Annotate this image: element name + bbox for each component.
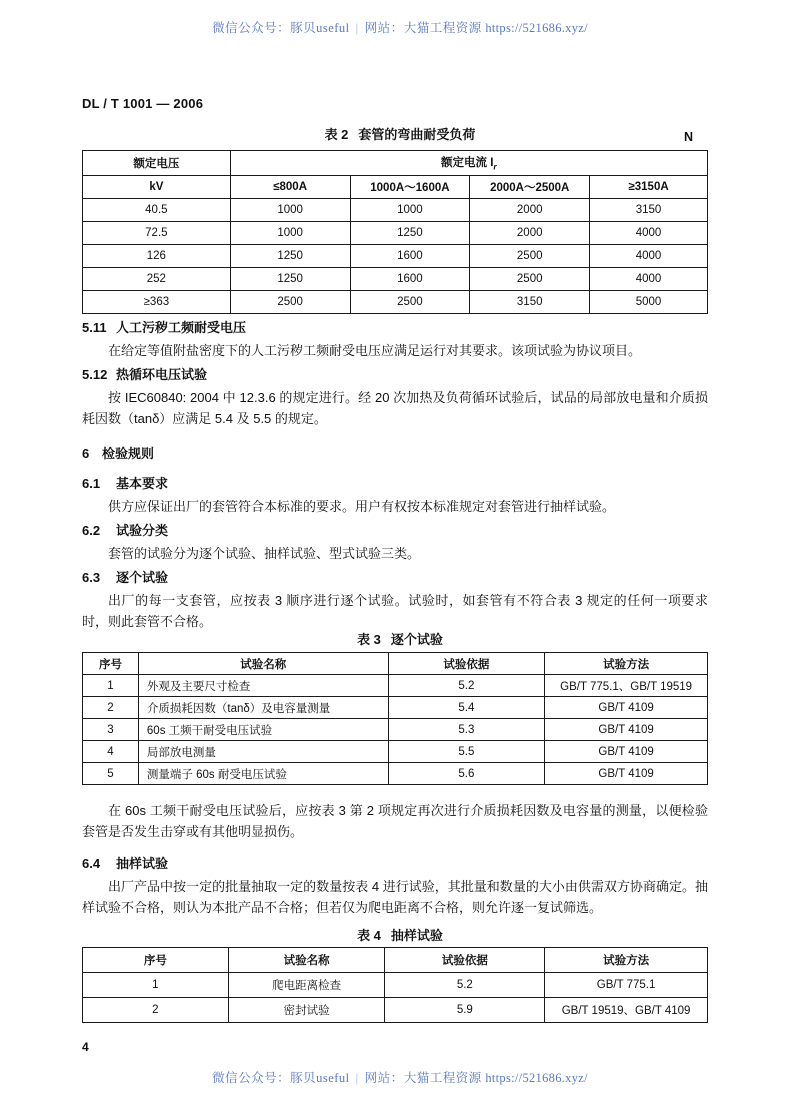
table2-cell: 4000: [590, 268, 708, 291]
table3-cell-basis: 5.5: [388, 741, 545, 763]
watermark-top: [0, 18, 800, 36]
section-title-6-3: 逐个试验: [116, 570, 169, 585]
watermark-wechat-value: 豚贝useful: [290, 1071, 350, 1085]
section-body-5-11: 在给定等值附盐密度下的人工污秽工频耐受电压应满足运行对其要求。该项试验为协议项目。: [108, 343, 642, 358]
table2-cell: 2500: [470, 245, 590, 268]
table2-caption: [0, 124, 800, 143]
table4-cell-basis: 5.2: [385, 973, 545, 998]
watermark-wechat-label: 微信公众号：: [212, 21, 291, 35]
table4-col-method: 试验方法: [545, 948, 708, 973]
watermark-separator: |: [355, 1071, 359, 1085]
table4-cell-method: GB/T 19519、GB/T 4109: [545, 998, 708, 1023]
section-heading-6-3: [82, 567, 168, 586]
table3-cell-basis: 5.4: [388, 697, 545, 719]
table2-voltage-title: 额定电压: [83, 151, 231, 176]
table-bending-load: [82, 150, 708, 314]
table2-cell: 2500: [470, 268, 590, 291]
table2-current-title-text: 额定电流 I: [441, 157, 494, 170]
table3-cell-method: GB/T 775.1、GB/T 19519: [545, 675, 708, 697]
table-row: [83, 222, 708, 245]
table4-col-no: 序号: [83, 948, 229, 973]
table4-cell-no: 2: [83, 998, 229, 1023]
table-row: [83, 697, 708, 719]
table3-cell-method: GB/T 4109: [545, 763, 708, 785]
table3-cell-name: 介质损耗因数（tanδ）及电容量测量: [138, 697, 388, 719]
table2-cell: 2500: [350, 291, 470, 314]
section-number-6-2: 6.2: [82, 523, 101, 538]
section-title-5-12: 热循环电压试验: [116, 367, 208, 382]
table2-cell: 1250: [230, 245, 350, 268]
table2-col-2: 1000A～1600A: [350, 176, 470, 199]
section-title-5-11: 人工污秽工频耐受电压: [116, 320, 247, 335]
section-heading-5-12: [82, 364, 207, 383]
table3-cell-no: 4: [83, 741, 139, 763]
watermark-site-value: 大猫工程资源: [403, 21, 482, 35]
table-row: [83, 245, 708, 268]
section-number-6-1: 6.1: [82, 476, 101, 491]
table3-caption-number: 表 3: [357, 632, 381, 647]
table2-cell: 2000: [470, 199, 590, 222]
table2-current-subscript: r: [493, 161, 497, 172]
table2-cell: 2000: [470, 222, 590, 245]
table-row: [83, 291, 708, 314]
table-row: [83, 973, 708, 998]
table3-cell-no: 1: [83, 675, 139, 697]
table2-cell: 2500: [230, 291, 350, 314]
table3-header-row: [83, 653, 708, 675]
section-number-5-11: 5.11: [82, 320, 107, 335]
section-title-6: 检验规则: [102, 446, 155, 461]
paragraph-after-table3: 在 60s 工频干耐受电压试验后，应按表 3 第 2 项规定再次进行介质损耗因数及电容量的测量，以便检验套管是否发生击穿或有其他明显损伤。: [82, 803, 708, 839]
table3-caption-title: 逐个试验: [390, 632, 443, 647]
watermark-wechat-label: 微信公众号：: [212, 1071, 291, 1085]
table4-col-name: 试验名称: [228, 948, 385, 973]
section-number-5-12: 5.12: [82, 367, 108, 382]
section-title-6-4: 抽样试验: [116, 856, 169, 871]
watermark-site-label: 网站：: [364, 1071, 404, 1085]
table2-voltage: 72.5: [83, 222, 231, 245]
section-heading-6-2: [82, 520, 168, 539]
table2-caption-title: 套管的弯曲耐受负荷: [358, 127, 476, 142]
section-title-6-1: 基本要求: [116, 476, 169, 491]
table2-cell: 1250: [350, 222, 470, 245]
watermark-url: https://521686.xyz/: [485, 1071, 588, 1085]
table2-cell: 1600: [350, 268, 470, 291]
watermark-url: https://521686.xyz/: [485, 21, 588, 35]
table2-voltage: 252: [83, 268, 231, 291]
table2-voltage: 126: [83, 245, 231, 268]
section-body-6-2: 套管的试验分为逐个试验、抽样试验、型式试验三类。: [108, 546, 421, 561]
table2-voltage: ≥363: [83, 291, 231, 314]
table2-voltage: 40.5: [83, 199, 231, 222]
table3-cell-basis: 5.2: [388, 675, 545, 697]
table-row: [83, 675, 708, 697]
table3-caption: [0, 629, 800, 648]
table2-col-3: 2000A～2500A: [470, 176, 590, 199]
table2-voltage-unit: kV: [83, 176, 231, 199]
section-body-6-4: 出厂产品中按一定的批量抽取一定的数量按表 4 进行试验，其批量和数量的大小由供需双方协商确定。抽样试验不合格，则认为本批产品不合格；但若仅为爬电距离不合格，则允许逐一复试筛选。: [82, 879, 708, 915]
table-row: [83, 719, 708, 741]
page-number: 4: [82, 1040, 89, 1054]
table4-cell-basis: 5.9: [385, 998, 545, 1023]
table2-cell: 5000: [590, 291, 708, 314]
table3-cell-basis: 5.6: [388, 763, 545, 785]
table4-caption-title: 抽样试验: [390, 928, 443, 943]
table4-cell-method: GB/T 775.1: [545, 973, 708, 998]
table3-cell-name: 测量端子 60s 耐受电压试验: [138, 763, 388, 785]
table-row: [83, 741, 708, 763]
table-row: [83, 998, 708, 1023]
table-row: [83, 763, 708, 785]
running-head: DL / T 1001 — 2006: [82, 96, 204, 111]
table2-unit-label: N: [684, 130, 694, 144]
table4-col-basis: 试验依据: [385, 948, 545, 973]
table2-col-1: ≤800A: [230, 176, 350, 199]
section-heading-6-4: [82, 853, 168, 872]
table3-col-name: 试验名称: [138, 653, 388, 675]
table3-cell-method: GB/T 4109: [545, 741, 708, 763]
section-title-6-2: 试验分类: [116, 523, 169, 538]
table3-col-method: 试验方法: [545, 653, 708, 675]
table-routine-tests: [82, 652, 708, 785]
table2-cell: 1000: [350, 199, 470, 222]
table2-cell: 1600: [350, 245, 470, 268]
table2-cell: 3150: [470, 291, 590, 314]
table4-cell-name: 密封试验: [228, 998, 385, 1023]
watermark-site-label: 网站：: [364, 21, 404, 35]
table-row: [83, 199, 708, 222]
table2-header-row-1: [83, 151, 708, 176]
section-number-6-4: 6.4: [82, 856, 101, 871]
table4-cell-name: 爬电距离检查: [228, 973, 385, 998]
watermark-bottom: [0, 1068, 800, 1086]
watermark-site-value: 大猫工程资源: [403, 1071, 482, 1085]
table3-cell-name: 局部放电测量: [138, 741, 388, 763]
table3-cell-method: GB/T 4109: [545, 719, 708, 741]
table2-cell: 1000: [230, 199, 350, 222]
watermark-wechat-value: 豚贝useful: [290, 21, 350, 35]
table2-header-row-2: [83, 176, 708, 199]
table3-cell-no: 3: [83, 719, 139, 741]
table4-header-row: [83, 948, 708, 973]
table4-cell-no: 1: [83, 973, 229, 998]
table2-current-title: [230, 151, 707, 176]
table2-cell: 4000: [590, 245, 708, 268]
section-heading-5-11: [82, 317, 246, 336]
table3-col-no: 序号: [83, 653, 139, 675]
section-heading-6: [82, 443, 154, 462]
table2-col-4: ≥3150A: [590, 176, 708, 199]
table3-col-basis: 试验依据: [388, 653, 545, 675]
table3-cell-no: 5: [83, 763, 139, 785]
section-number-6-3: 6.3: [82, 570, 101, 585]
table3-cell-name: 外观及主要尺寸检查: [138, 675, 388, 697]
section-body-6-1: 供方应保证出厂的套管符合本标准的要求。用户有权按本标准规定对套管进行抽样试验。: [108, 499, 616, 514]
table3-cell-name: 60s 工频干耐受电压试验: [138, 719, 388, 741]
table2-cell: 1000: [230, 222, 350, 245]
table-row: [83, 268, 708, 291]
watermark-separator: |: [355, 21, 359, 35]
table3-cell-basis: 5.3: [388, 719, 545, 741]
section-number-6: 6: [82, 446, 90, 461]
table-sampling-tests: [82, 947, 708, 1023]
table3-cell-no: 2: [83, 697, 139, 719]
table4-caption: [0, 925, 800, 944]
table2-caption-number: 表 2: [324, 127, 349, 142]
table3-cell-method: GB/T 4109: [545, 697, 708, 719]
table2-cell: 3150: [590, 199, 708, 222]
table2-cell: 4000: [590, 222, 708, 245]
section-body-5-12: 按 IEC60840: 2004 中 12.3.6 的规定进行。经 20 次加热及负荷循环试验后，试品的局部放电量和介质损耗因数（tanδ）应满足 5.4 及 5.5 的规定。: [82, 390, 708, 426]
table4-caption-number: 表 4: [357, 928, 381, 943]
section-heading-6-1: [82, 473, 168, 492]
table2-cell: 1250: [230, 268, 350, 291]
section-body-6-3: 出厂的每一支套管，应按表 3 顺序进行逐个试验。试验时，如套管有不符合表 3 规定的任何一项要求时，则此套管不合格。: [82, 593, 708, 629]
